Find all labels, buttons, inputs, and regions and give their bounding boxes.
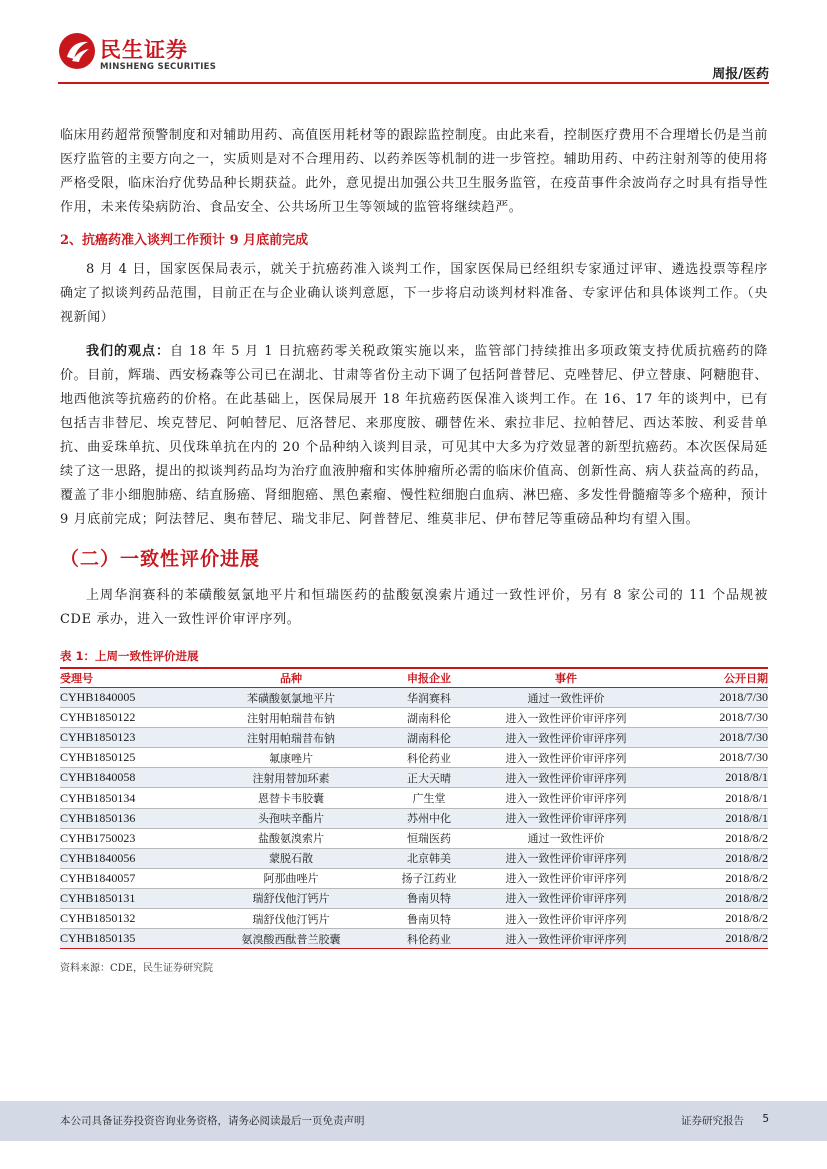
cell-accept-no: CYHB1750023: [60, 828, 198, 848]
cell-date: 2018/7/30: [658, 728, 768, 748]
table-caption: 表 1：上周一致性评价进展: [60, 649, 199, 663]
table-row: [60, 748, 768, 768]
our-view-text: 自 18 年 5 月 1 日抗癌药零关税政策实施以来，监管部门持续推出多项政策支持优质抗癌药的降价。目前，辉瑞、西安杨森等公司已在湖北、甘肃等省份主动下调了包括阿普替尼、克唑替尼、伊立替康、阿糖胞苷、地西他滨等抗癌药的价格。在此基础上，医保局展开 18 年抗癌药医保准入谈判工作。在 16、17 年的谈判中，已有包括吉非替尼、埃克替尼、阿帕替尼、厄洛替尼、来那度胺、硼替佐米、索拉非尼、拉帕替尼、西达苯胺、利妥昔单抗、曲妥珠单抗、贝伐珠单抗在内的 20 个品种纳入谈判目录，可见其中大多为疗效显著的新型抗癌药。本次医保局延续了这一思路，提出的拟谈判药品均为治疗血液肿瘤和实体肿瘤所必需的临床价值高、创新性高、病人获益高的药品，覆盖了非小细胞肺癌、结直肠癌、肾细胞癌、黑色素瘤、慢性粒细胞白血病、淋巴癌、多发性骨髓瘤等多个癌种，预计 9 月底前完成；阿法替尼、奥布替尼、瑞戈非尼、阿普替尼、维莫非尼、伊布替尼等重磅品种均有望入围。: [60, 344, 768, 527]
minsheng-logo: [58, 32, 218, 76]
cell-date: 2018/8/1: [658, 808, 768, 828]
cell-accept-no: CYHB1840058: [60, 768, 198, 788]
cell-accept-no: CYHB1850132: [60, 909, 198, 929]
cell-event: 进入一致性评价审评序列: [474, 708, 658, 728]
cell-date: 2018/7/30: [658, 708, 768, 728]
cell-drug-name: 氨溴酸西酞普兰胶囊: [198, 929, 384, 949]
paragraph-medical-cost-control: 临床用药超常预警制度和对辅助用药、高值医用耗材等的跟踪监控制度。由此来看，控制医疗费用不合理增长仍是当前医疗监管的主要方向之一，实质则是对不合理用药、以药养医等机制的进一步管控。辅助用药、中药注射剂等的使用将严格受限，临床治疗优势品种长期获益。此外，意见提出加强公共卫生服务监管，在疫苗事件余波尚存之时具有指导性作用，未来传染病防治、食品安全、公共场所卫生等领域的监管将继续趋严。: [60, 128, 768, 215]
page-number: 5: [762, 1113, 769, 1125]
cell-accept-no: CYHB1840005: [60, 688, 198, 708]
cell-date: 2018/7/30: [658, 748, 768, 768]
cell-date: 2018/8/2: [658, 929, 768, 949]
our-view-lead: 我们的观点：: [86, 344, 171, 359]
cell-company: 正大天晴: [384, 768, 474, 788]
cell-accept-no: CYHB1850123: [60, 728, 198, 748]
cell-accept-no: CYHB1840057: [60, 868, 198, 888]
cell-date: 2018/8/2: [658, 828, 768, 848]
cell-drug-name: 氟康唑片: [198, 748, 384, 768]
cell-event: 进入一致性评价审评序列: [474, 848, 658, 868]
cell-event: 通过一致性评价: [474, 828, 658, 848]
paragraph-consistency-summary: 上周华润赛科的苯磺酸氨氯地平片和恒瑞医药的盐酸氨溴索片通过一致性评价，另有 8 家公司的 11 个品规被 CDE 承办，进入一致性评价审评序列。: [60, 588, 768, 627]
cell-event: 进入一致性评价审评序列: [474, 929, 658, 949]
cell-event: 进入一致性评价审评序列: [474, 888, 658, 908]
cell-company: 科伦药业: [384, 748, 474, 768]
consistency-evaluation-table: [60, 667, 768, 949]
cell-company: 科伦药业: [384, 929, 474, 949]
paragraph-news-aug4: 8 月 4 日，国家医保局表示，就关于抗癌药准入谈判工作，国家医保局已经组织专家通过评审、遴选投票等程序确定了拟谈判药品范围，目前正在与企业确认谈判意愿，下一步将启动谈判材料准备、专家评估和具体谈判工作。（央视新闻）: [60, 262, 768, 325]
table-row: [60, 768, 768, 788]
cell-event: 进入一致性评价审评序列: [474, 728, 658, 748]
column-header: 公开日期: [724, 672, 768, 685]
page-header: [0, 0, 827, 84]
cell-date: 2018/8/1: [658, 788, 768, 808]
table-row: [60, 888, 768, 908]
column-header: 申报企业: [407, 672, 451, 685]
cell-event: 通过一致性评价: [474, 688, 658, 708]
cell-company: 广生堂: [384, 788, 474, 808]
cell-drug-name: 注射用帕瑞昔布钠: [198, 728, 384, 748]
cell-accept-no: CYHB1850125: [60, 748, 198, 768]
cell-accept-no: CYHB1850134: [60, 788, 198, 808]
column-header: 受理号: [60, 672, 93, 685]
table-header-row: [60, 668, 768, 688]
minsheng-logo-icon: [58, 32, 96, 70]
cell-accept-no: CYHB1850122: [60, 708, 198, 728]
cell-drug-name: 阿那曲唑片: [198, 868, 384, 888]
cell-event: 进入一致性评价审评序列: [474, 868, 658, 888]
table-source-note: 资料来源：CDE，民生证券研究院: [60, 963, 213, 975]
cell-date: 2018/8/2: [658, 848, 768, 868]
footer-report-label: 证券研究报告: [681, 1115, 744, 1127]
report-type-label: 周报/医药: [712, 67, 769, 82]
logo-english-name: MINSHENG SECURITIES: [100, 62, 217, 72]
table-row: [60, 708, 768, 728]
cell-date: 2018/8/1: [658, 768, 768, 788]
table-row: [60, 868, 768, 888]
cell-drug-name: 苯磺酸氨氯地平片: [198, 688, 384, 708]
footer-disclaimer: 本公司具备证券投资咨询业务资格，请务必阅读最后一页免责声明: [60, 1115, 365, 1127]
cell-date: 2018/7/30: [658, 688, 768, 708]
cell-accept-no: CYHB1850135: [60, 929, 198, 949]
cell-drug-name: 瑞舒伐他汀钙片: [198, 909, 384, 929]
cell-company: 恒瑞医药: [384, 828, 474, 848]
cell-event: 进入一致性评价审评序列: [474, 788, 658, 808]
cell-company: 湖南科伦: [384, 728, 474, 748]
section-heading-anticancer-negotiation: 2、抗癌药准入谈判工作预计 9 月底前完成: [60, 233, 309, 248]
cell-company: 扬子江药业: [384, 868, 474, 888]
cell-company: 鲁南贝特: [384, 888, 474, 908]
table-row: [60, 848, 768, 868]
table-row: [60, 808, 768, 828]
cell-date: 2018/8/2: [658, 888, 768, 908]
cell-drug-name: 注射用替加环素: [198, 768, 384, 788]
table-row: [60, 828, 768, 848]
cell-accept-no: CYHB1850136: [60, 808, 198, 828]
table-row: [60, 688, 768, 708]
cell-event: 进入一致性评价审评序列: [474, 748, 658, 768]
table-row: [60, 929, 768, 949]
table-row: [60, 728, 768, 748]
cell-accept-no: CYHB1840056: [60, 848, 198, 868]
cell-company: 苏州中化: [384, 808, 474, 828]
header-divider: [58, 82, 769, 84]
cell-event: 进入一致性评价审评序列: [474, 808, 658, 828]
section-heading-consistency-evaluation: （二）一致性评价进展: [60, 548, 261, 570]
cell-event: 进入一致性评价审评序列: [474, 768, 658, 788]
cell-date: 2018/8/2: [658, 868, 768, 888]
table-row: [60, 788, 768, 808]
table-row: [60, 909, 768, 929]
cell-drug-name: 瑞舒伐他汀钙片: [198, 888, 384, 908]
cell-drug-name: 蒙脱石散: [198, 848, 384, 868]
cell-company: 湖南科伦: [384, 708, 474, 728]
cell-drug-name: 头孢呋辛酯片: [198, 808, 384, 828]
column-header: 事件: [555, 672, 577, 685]
cell-company: 鲁南贝特: [384, 909, 474, 929]
column-header: 品种: [280, 672, 302, 685]
cell-company: 华润赛科: [384, 688, 474, 708]
cell-drug-name: 盐酸氨溴索片: [198, 828, 384, 848]
paragraph-our-view: [60, 340, 768, 532]
main-content: [60, 124, 768, 974]
cell-drug-name: 注射用帕瑞昔布钠: [198, 708, 384, 728]
cell-drug-name: 恩替卡韦胶囊: [198, 788, 384, 808]
logo-chinese-name: 民生证券: [100, 38, 188, 62]
cell-company: 北京韩美: [384, 848, 474, 868]
cell-accept-no: CYHB1850131: [60, 888, 198, 908]
page-footer: [0, 1101, 827, 1141]
cell-date: 2018/8/2: [658, 909, 768, 929]
cell-event: 进入一致性评价审评序列: [474, 909, 658, 929]
